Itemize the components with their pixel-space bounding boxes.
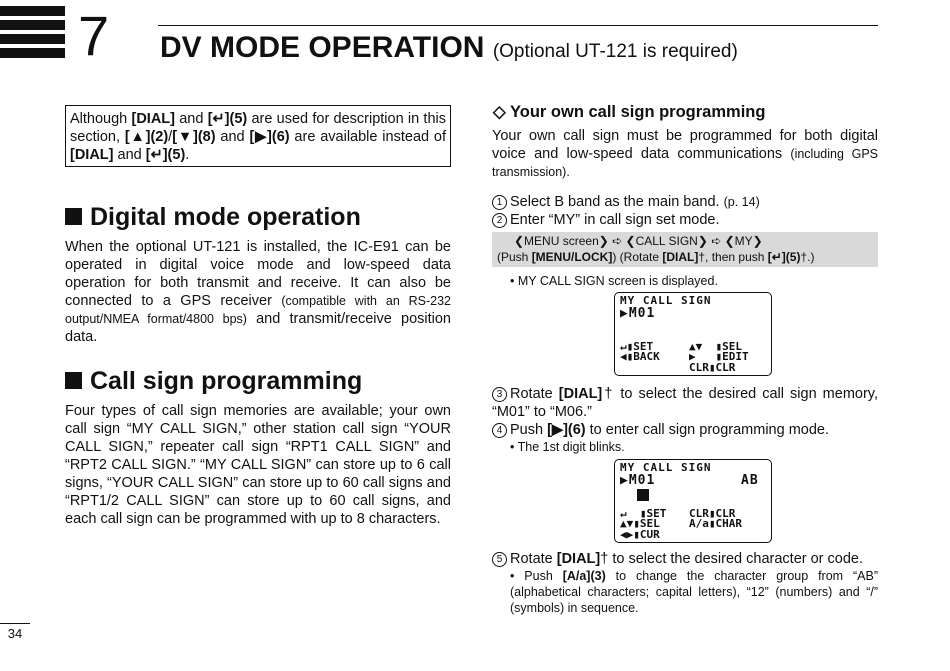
square-bullet-icon xyxy=(65,208,82,225)
step-1: 1 Select B band as the main band. (p. 14) xyxy=(492,193,760,211)
bullet-screen-displayed: • MY CALL SIGN screen is displayed. xyxy=(510,274,718,288)
step-2: 2 Enter “MY” in call sign set mode. xyxy=(492,211,720,229)
title-subtitle: (Optional UT-121 is required) xyxy=(492,41,738,62)
lcd-key-edit: ▶ ▮EDIT xyxy=(689,350,749,363)
lcd-key-cur: ◀▶▮CUR xyxy=(620,528,660,541)
bullet-char-group: • Push [A/a](3) to change the character group from “AB” (alphabetical characters; capital letters), “12” (numbers) and “/” (symbols) in sequence. xyxy=(510,569,878,615)
section-heading-digital: Digital mode operation xyxy=(65,202,361,232)
lcd-key-set: ↵▮SET xyxy=(620,340,654,353)
callsign-body: Four types of call sign memories are available; your own call sign “MY CALL SIGN,” other station call sign “YOUR CALL SIGN,” repeater call sign “RPT1 CALL SIGN” and “RPT2 CALL SIGN.” “MY CALL SIGN” can store up to 6 call signs, “YOUR CALL SIGN” can store up to 60 call signs and “RPT1/2 CALL SIGN” can store up to 60 call signs, and each call sign can be programmed with up to 8 characters. xyxy=(65,403,451,527)
menu-push-instruction: (Push [MENU/LOCK]) (Rotate [DIAL]†, then push [↵](5)†.) xyxy=(497,250,815,264)
menu-path-box xyxy=(492,232,878,267)
lcd-key-clr: CLR▮CLR xyxy=(689,361,736,374)
title-text: DV MODE OPERATION xyxy=(160,31,485,64)
lcd-memory: ▶M01 xyxy=(620,306,656,321)
page-number-rule xyxy=(0,623,30,624)
lcd-title: MY CALL SIGN xyxy=(620,294,712,307)
lcd-screen-1 xyxy=(614,292,772,376)
square-bullet-icon xyxy=(65,372,82,389)
tab-bar xyxy=(0,34,65,44)
page-number: 34 xyxy=(7,626,23,641)
step-3: 3 Rotate [DIAL]† to select the desired call sign memory, “M01” to “M06.” xyxy=(492,386,879,420)
lcd-key-sel: ▲▼▮SEL xyxy=(620,517,660,530)
own-intro: Your own call sign must be programmed for both digital voice and low-speed data communications (including GPS transmission). xyxy=(492,128,879,179)
step-5: 5 Rotate [DIAL]† to select the desired character or code. xyxy=(492,550,863,568)
lcd-key-char: A/a▮CHAR xyxy=(689,517,742,530)
lcd-memory: ▶M01 xyxy=(620,473,656,488)
tab-bar xyxy=(0,48,65,58)
lcd-title: MY CALL SIGN xyxy=(620,461,712,474)
step-4: 4 Push [▶](6) to enter call sign programming mode. xyxy=(492,421,829,439)
tab-bar xyxy=(0,6,65,16)
lcd-key-sel: ▲▼ ▮SEL xyxy=(689,340,742,353)
chapter-number: 7 xyxy=(78,4,110,67)
tab-bar xyxy=(0,20,65,30)
section-heading-callsign: Call sign programming xyxy=(65,366,362,396)
page-title xyxy=(160,30,738,70)
lcd-key-set: ↵ ▮SET xyxy=(620,507,667,520)
menu-path: ❮MENU screen❯ ➪ ❮CALL SIGN❯ ➪ ❮MY❯ xyxy=(514,234,763,248)
subsection-heading-own-call-sign: ◇ Your own call sign programming xyxy=(493,103,766,121)
bullet-first-digit-blinks: • The 1st digit blinks. xyxy=(510,440,625,454)
note-box: Although [DIAL] and [↵](5) are used for description in this section, [▲](2)/[▼](8) and [▶](6) are available instead of [DIAL] and [↵](5). xyxy=(65,105,451,167)
lcd-key-clr: CLR▮CLR xyxy=(689,507,736,520)
digital-body: When the optional UT-121 is installed, the IC-E91 can be operated in digital voice mode and low-speed data operation for both transmit and receive. It can also be connected to a GPS receiver (compatible with an RS-232 output/NMEA format/4800 bps) and transmit/receive position data. xyxy=(65,239,452,345)
lcd-key-back: ◀▮BACK xyxy=(620,350,660,363)
lcd-screen-2 xyxy=(614,459,772,543)
header-rule xyxy=(158,25,878,26)
lcd-char-group: AB xyxy=(741,473,759,488)
blinking-cursor-icon xyxy=(637,489,649,501)
